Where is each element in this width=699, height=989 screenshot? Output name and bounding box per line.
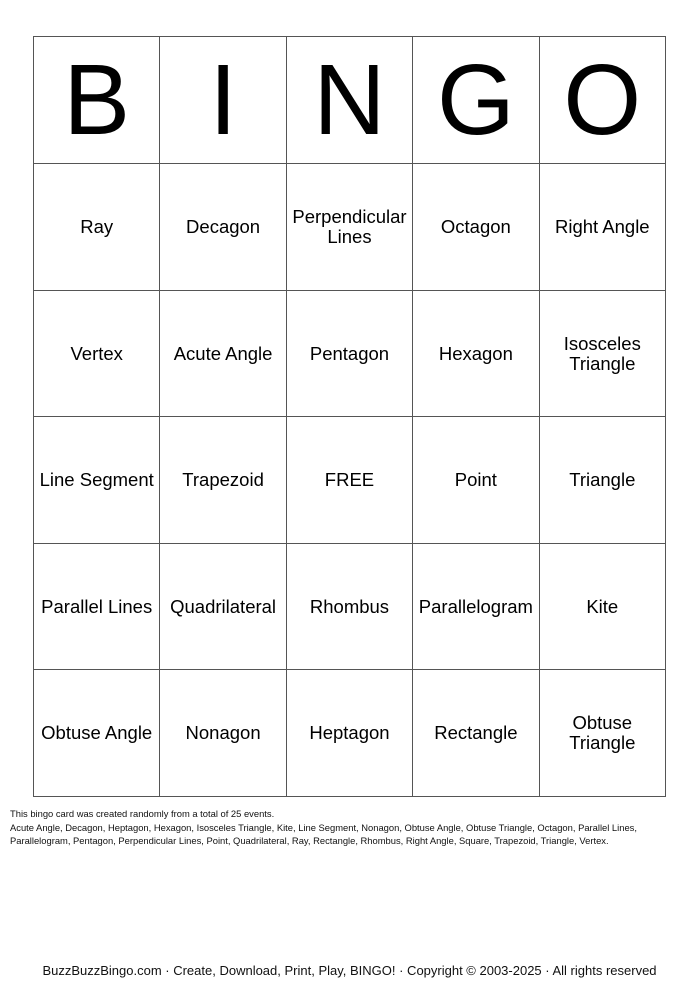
bingo-cell: Perpendicular Lines: [286, 164, 412, 291]
bingo-cell: Point: [413, 417, 539, 544]
event-list-text: Acute Angle, Decagon, Heptagon, Hexagon, Isosceles Triangle, Kite, Line Segment, Nonagon, Obtuse Angle, Obtuse Triangle, Octagon, Parallel Lines, Parallelogram, Pentagon, Perpendicular Lines, Point, Quadrilateral, Ray, Rectangle, Rhombus, Right Angle, Square, Trapezoid, Triangle, Vertex.: [10, 821, 637, 846]
site-footer: BuzzBuzzBingo.com · Create, Download, Print, Play, BINGO! · Copyright © 2003-2025 · All rights reserved: [42, 963, 657, 978]
header-letter-g: G: [413, 37, 539, 164]
bingo-cell: Isosceles Triangle: [539, 291, 665, 417]
bingo-cell: Nonagon: [160, 670, 286, 797]
bingo-cell: Octagon: [413, 164, 539, 291]
bingo-cell: Parallelogram: [413, 544, 539, 670]
bingo-cell: Heptagon: [286, 670, 412, 797]
header-letter-i: I: [160, 37, 286, 164]
bingo-row-5: [34, 670, 666, 797]
event-list-note: [10, 807, 690, 848]
header-letter-o: O: [539, 37, 665, 164]
bingo-cell: Line Segment: [34, 417, 160, 544]
bingo-cell: Acute Angle: [160, 291, 286, 417]
bingo-cell: Quadrilateral: [160, 544, 286, 670]
free-space-cell: FREE: [286, 417, 412, 544]
bingo-row-1: [34, 164, 666, 291]
bingo-cell: Kite: [539, 544, 665, 670]
bingo-cell: Trapezoid: [160, 417, 286, 544]
bingo-cell: Hexagon: [413, 291, 539, 417]
bingo-header-row: [34, 37, 666, 164]
bingo-cell: Right Angle: [539, 164, 665, 291]
bingo-cell: Rectangle: [413, 670, 539, 797]
bingo-row-3: [34, 417, 666, 544]
bingo-row-4: [34, 544, 666, 670]
bingo-cell: Decagon: [160, 164, 286, 291]
bingo-cell: Obtuse Angle: [34, 670, 160, 797]
bingo-cell: Triangle: [539, 417, 665, 544]
bingo-cell: Obtuse Triangle: [539, 670, 665, 797]
event-count-text: This bingo card was created randomly from a total of 25 events.: [10, 808, 275, 819]
header-letter-b: B: [34, 37, 160, 164]
bingo-row-2: [34, 291, 666, 417]
bingo-cell: Ray: [34, 164, 160, 291]
bingo-cell: Vertex: [34, 291, 160, 417]
bingo-cell: Rhombus: [286, 544, 412, 670]
bingo-cell: Parallel Lines: [34, 544, 160, 670]
bingo-card: [33, 36, 666, 797]
bingo-cell: Pentagon: [286, 291, 412, 417]
header-letter-n: N: [286, 37, 412, 164]
